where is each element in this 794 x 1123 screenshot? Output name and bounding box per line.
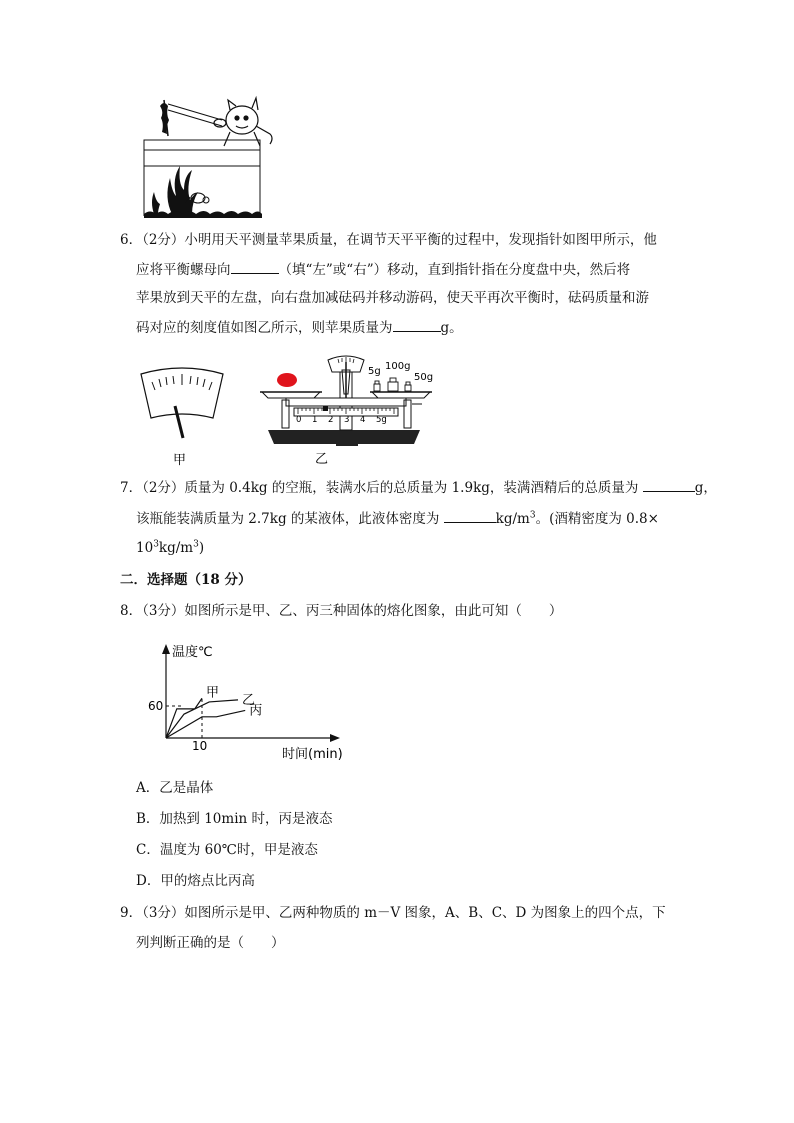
q8-option-c[interactable]: C．温度为 60℃时，甲是液态 — [136, 842, 318, 858]
q6-line-4: 码对应的刻度值如图乙所示，则苹果质量为 g。 — [136, 317, 463, 338]
dial-figure-jia — [137, 368, 227, 470]
q8-option-a[interactable]: A．乙是晶体 — [136, 780, 214, 796]
q9-line-1: 9．（3分）如图所示是甲、乙两种物质的 m－V 图象，A、B、C、D 为图象上的四个点，下 — [120, 905, 666, 921]
balance-figure-yi — [250, 352, 440, 467]
q7-line-2: 该瓶能装满质量为 2.7kg 的某液体，此液体密度为 $kg/m^3$。(酒精密度为 0.8× — [136, 508, 659, 529]
q6-line-1: 6．（2分）小明用天平测量苹果质量，在调节天平平衡的过程中，发现指针如图甲所示，他 — [120, 232, 657, 248]
scale-tick-3: 3 — [344, 415, 350, 425]
section-title-choice: 二．选择题（18 分） — [120, 572, 252, 588]
apple-icon — [277, 373, 297, 387]
q6-answer-blank-mass[interactable] — [393, 317, 441, 332]
scale-tick-2: 2 — [328, 415, 334, 425]
fishing-cat-figure — [142, 96, 282, 218]
y-axis-arrow — [162, 644, 170, 654]
balance-beam — [286, 398, 406, 406]
weight-label-100g: 100g — [385, 361, 411, 372]
q9-line-2: 列判断正确的是（ ） — [136, 935, 285, 951]
series-bing-label: 丙 — [249, 703, 263, 719]
cat-icon — [214, 98, 272, 146]
x-tick-10: 10 — [192, 739, 208, 753]
fig-label-jia: 甲 — [173, 453, 187, 468]
scale-tick-0: 0 — [296, 415, 302, 425]
fish-hanging-icon — [160, 100, 169, 136]
q6-answer-blank-direction[interactable] — [231, 259, 279, 274]
series-bing-line — [166, 710, 245, 738]
q7-line-3: $10^3kg/m^3$) — [136, 539, 205, 556]
q6-line-3: 苹果放到天平的左盘，向右盘加减砝码并移动游码，使天平再次平衡时，砝码质量和游 — [136, 290, 649, 306]
melting-graph — [140, 638, 360, 768]
q8-option-b[interactable]: B．加热到 10min 时，丙是液态 — [136, 811, 333, 827]
q7-answer-blank-density[interactable] — [444, 508, 496, 523]
q6-line-2: 应将平衡螺母向 （填“左”或“右”）移动，直到指针指在分度盘中央，然后将 — [136, 259, 630, 280]
q8-stem: 8．（3分）如图所示是甲、乙、丙三种固体的熔化图象，由此可知（ ） — [120, 603, 563, 619]
series-jia-label: 甲 — [206, 685, 220, 701]
scale-tick-5g: 5g — [376, 415, 387, 425]
rider — [323, 406, 328, 411]
x-axis-arrow — [330, 734, 340, 742]
y-tick-60: 60 — [148, 699, 164, 713]
scale-tick-1: 1 — [312, 415, 318, 425]
pebbles — [144, 211, 262, 218]
rider-scale — [294, 406, 398, 425]
series-jia-line — [166, 698, 202, 738]
weight-label-5g: 5g — [368, 366, 381, 377]
fig-label-yi: 乙 — [315, 452, 329, 467]
y-axis-label: 温度℃ — [172, 645, 213, 660]
dial-pointer — [175, 406, 183, 438]
q8-option-d[interactable]: D．甲的熔点比丙高 — [136, 873, 255, 889]
scale-tick-4: 4 — [360, 415, 366, 425]
weight-label-50g: 50g — [414, 372, 434, 383]
x-axis-label: 时间(min) — [282, 747, 343, 762]
q7-answer-blank-mass[interactable] — [643, 477, 695, 492]
weights-icon — [374, 378, 411, 391]
series-yi-label: 乙 — [242, 692, 256, 708]
q7-line-1: 7．（2分）质量为 0.4kg 的空瓶，装满水后的总质量为 1.9kg，装满酒精后的总质量为 g， — [120, 477, 717, 498]
seaweed-icon — [152, 166, 198, 214]
